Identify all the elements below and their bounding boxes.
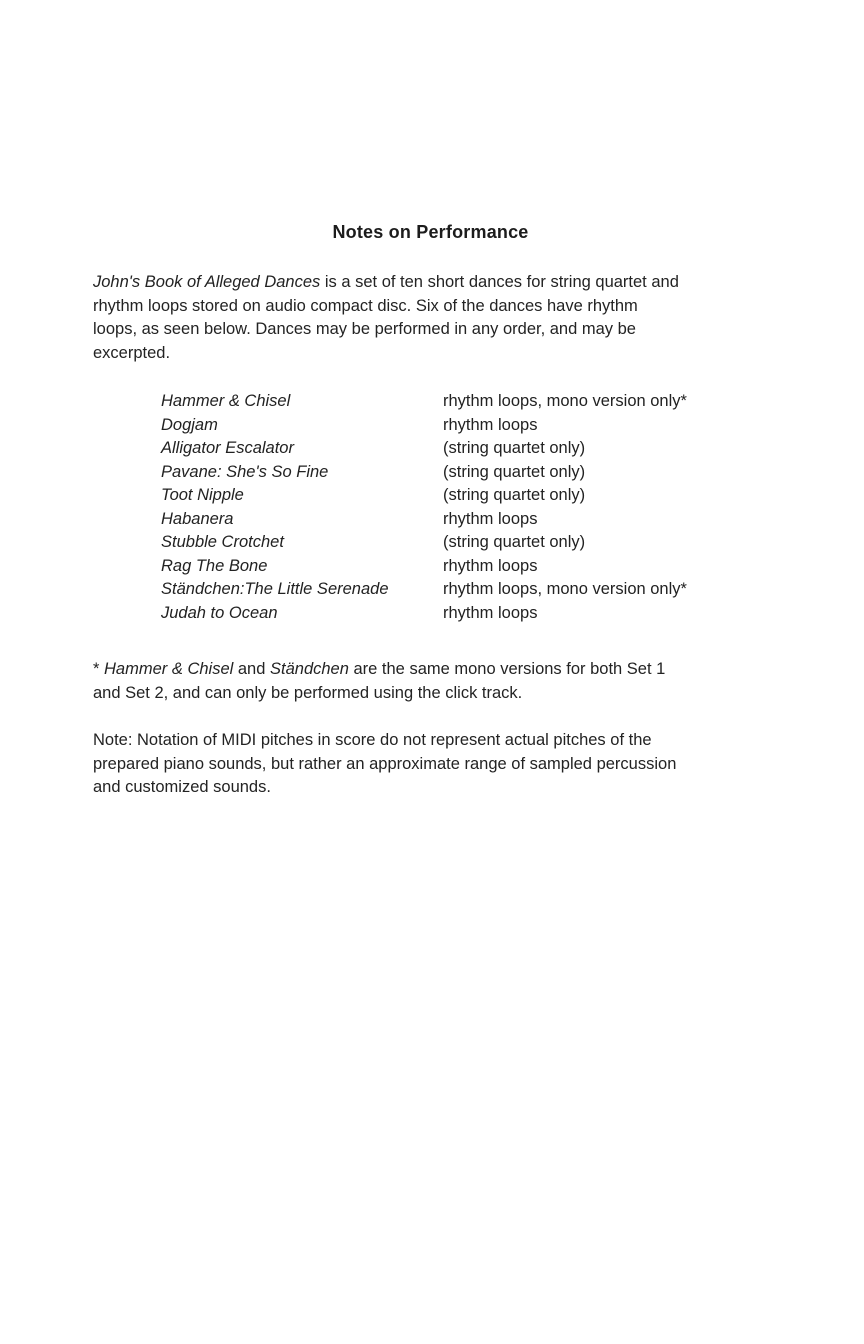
dance-scoring: (string quartet only): [443, 533, 586, 551]
note-line-3: and customized sounds.: [93, 778, 271, 796]
dance-scoring: rhythm loops: [443, 603, 538, 622]
dance-scoring: rhythm loops, mono version only*: [443, 580, 687, 598]
footnote-line-2: and Set 2, and can only be performed using the click track.: [93, 683, 523, 702]
dance-row: [161, 555, 793, 579]
footnote-line-1-rest: are the same mono versions for both Set 1: [348, 660, 666, 678]
dance-scoring: (string quartet only): [443, 439, 586, 457]
dance-row: [161, 508, 793, 532]
dance-row: [161, 390, 793, 414]
page-title: Notes on Performance: [332, 222, 529, 242]
intro-paragraph: [93, 271, 793, 365]
dance-scoring: (string quartet only): [443, 486, 586, 504]
dance-name: Habanera: [161, 509, 234, 528]
dance-name: Ständchen:The Little Serenade: [161, 580, 389, 598]
dance-scoring: rhythm loops, mono version only*: [443, 392, 687, 410]
dance-scoring: (string quartet only): [443, 462, 586, 481]
intro-line-3: loops, as seen below. Dances may be performed in any order, and may be: [93, 320, 636, 338]
intro-line-2: rhythm loops stored on audio compact disc. Six of the dances have rhythm: [93, 296, 638, 315]
intro-line-1: [93, 271, 793, 295]
footnote-marker: *: [93, 660, 105, 678]
note-line-1: Note: Notation of MIDI pitches in score do not represent actual pitches of the: [93, 731, 652, 749]
intro-line-1-rest: is a set of ten short dances for string quartet and: [320, 273, 679, 291]
note-paragraph: [93, 729, 793, 800]
dance-name: Dogjam: [161, 415, 218, 434]
footnote-work-1-italic: Hammer & Chisel: [104, 660, 234, 678]
dance-row: [161, 578, 793, 602]
note-line-2: prepared piano sounds, but rather an approximate range of sampled percussion: [93, 754, 677, 773]
dance-scoring: rhythm loops: [443, 509, 538, 528]
dance-name: Stubble Crotchet: [161, 533, 284, 551]
dance-name: Hammer & Chisel: [161, 392, 291, 410]
dance-name: Rag The Bone: [161, 556, 268, 575]
dance-name: Alligator Escalator: [161, 439, 294, 457]
dance-name: Pavane: She's So Fine: [161, 462, 329, 481]
dance-row: [161, 414, 793, 438]
footnote-work-2-italic: Ständchen: [270, 660, 349, 678]
dance-row: [161, 461, 793, 485]
dance-name: Toot Nipple: [161, 486, 244, 504]
page-content: [93, 0, 793, 800]
work-title-italic: John's Book of Alleged Dances: [93, 273, 321, 291]
dance-row: [161, 531, 793, 555]
footnote-conjunction: and: [233, 660, 270, 678]
footnote-paragraph: [93, 658, 793, 705]
dance-name: Judah to Ocean: [161, 603, 278, 622]
footnote-line-1: [93, 658, 793, 682]
dance-list: [161, 390, 793, 625]
intro-line-4: excerpted.: [93, 343, 171, 362]
dance-row: [161, 484, 793, 508]
dance-row: [161, 437, 793, 461]
dance-scoring: rhythm loops: [443, 556, 538, 575]
dance-row: [161, 602, 793, 626]
dance-scoring: rhythm loops: [443, 415, 538, 434]
